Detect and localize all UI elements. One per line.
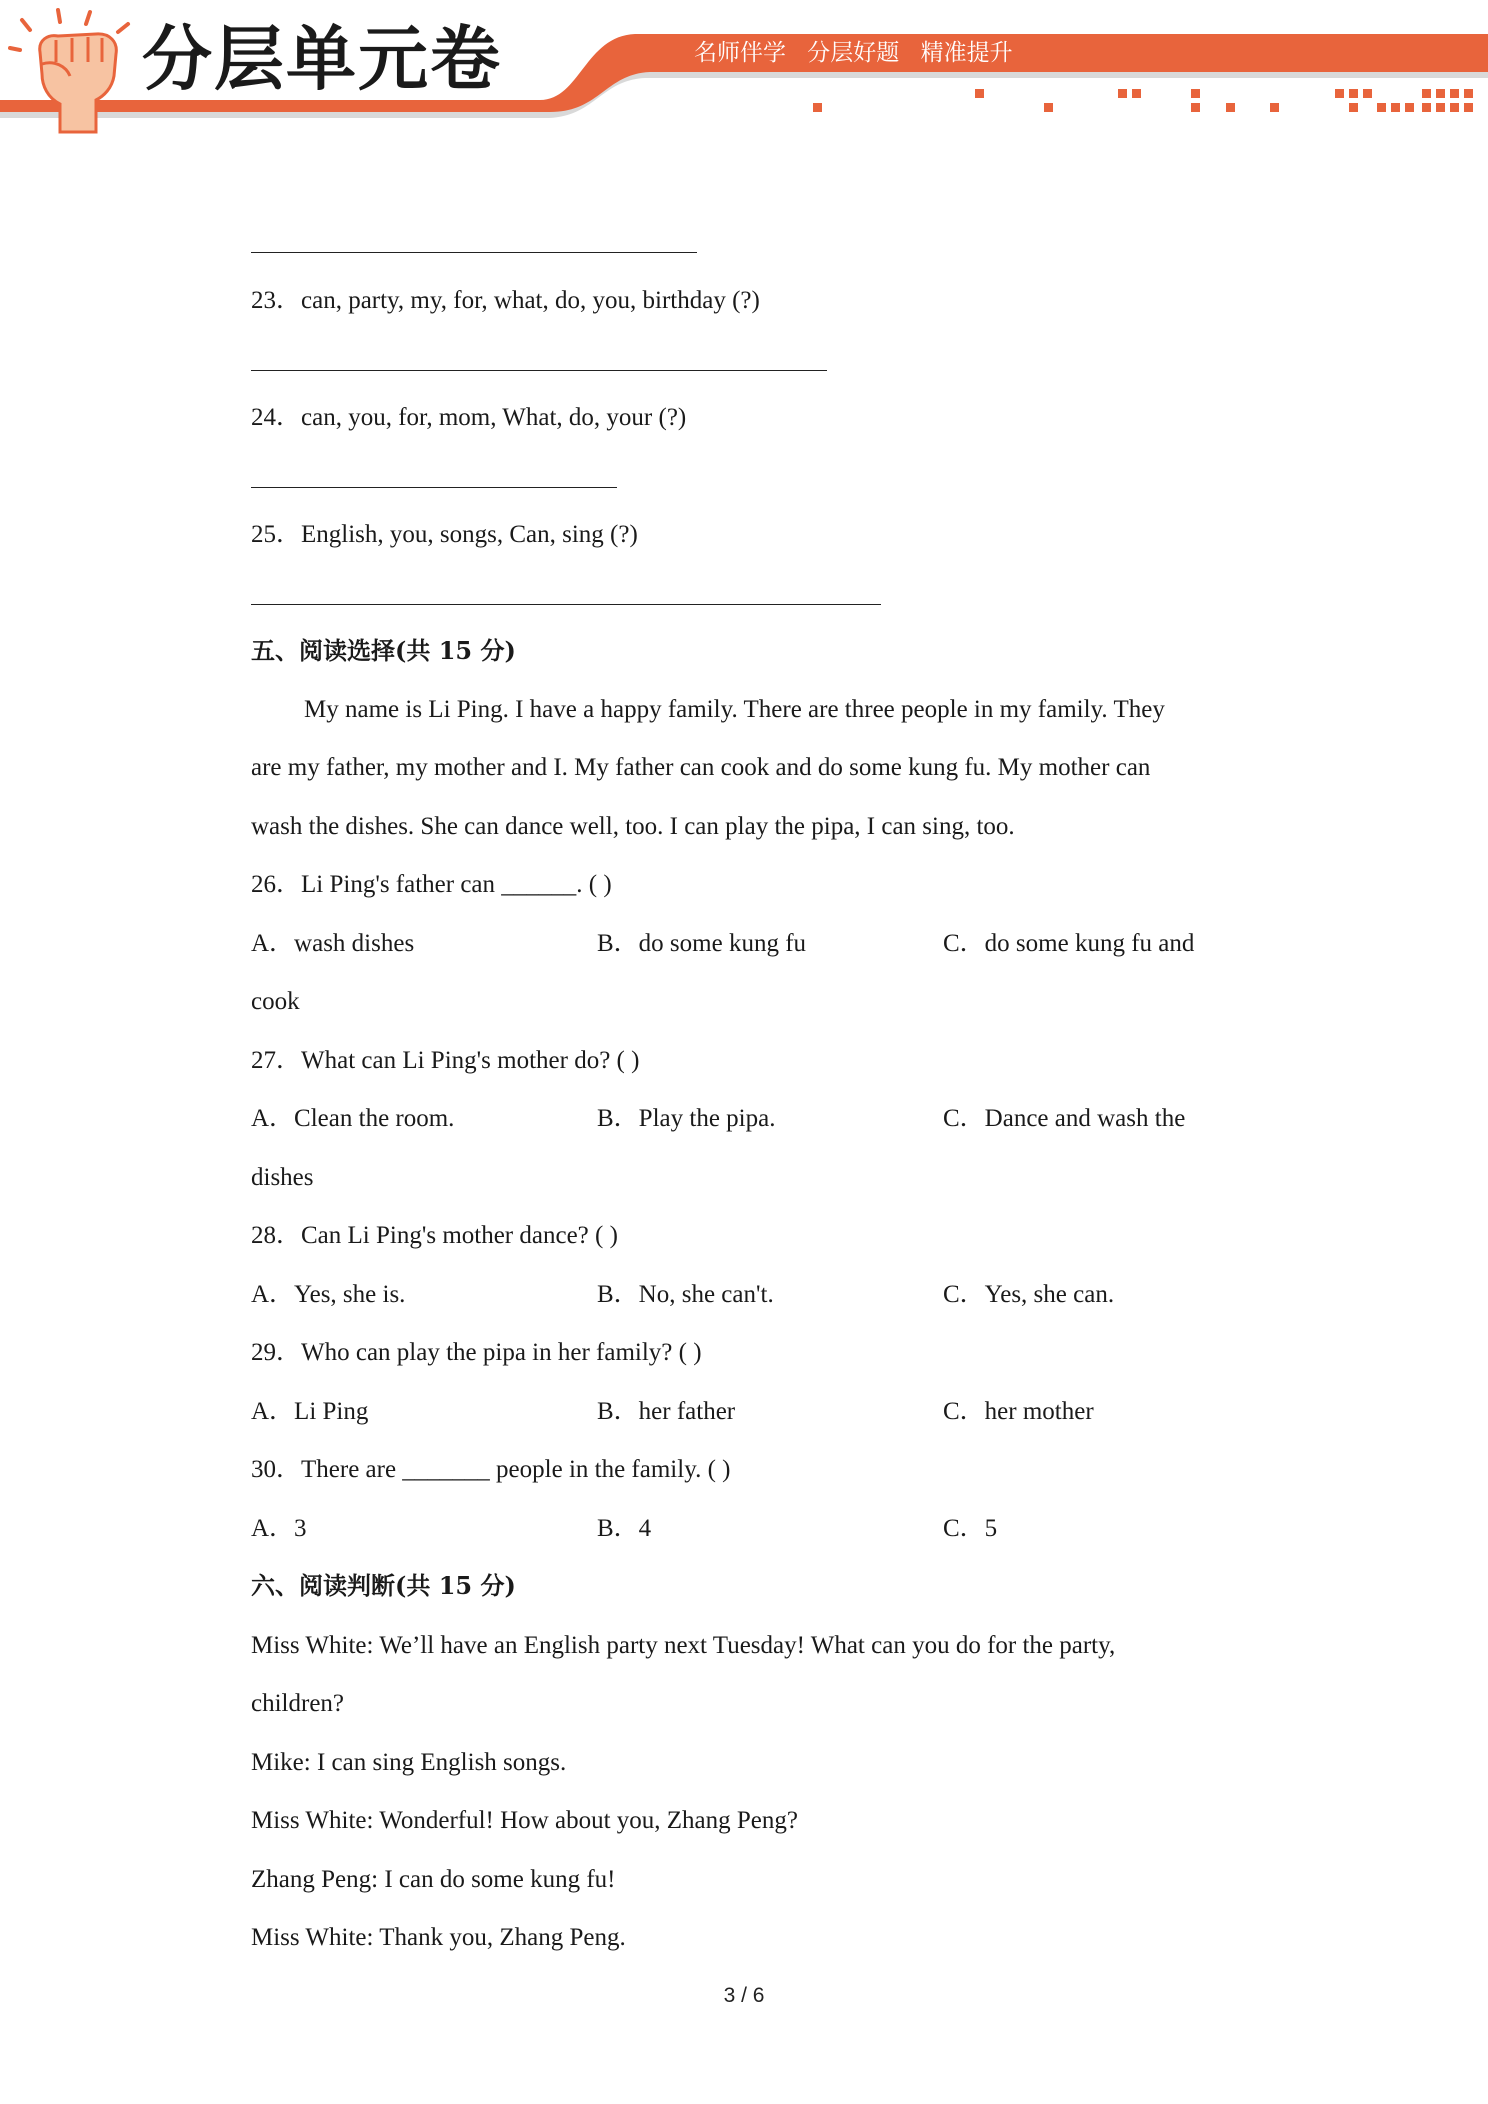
section-heading-reading-judgment: 六、阅读判断(共 15 分) (251, 1571, 516, 1600)
page-number: 3 / 6 (723, 1984, 765, 2007)
dialogue-line: children? (251, 1690, 345, 1717)
header-slogan: 名师伴学 分层好题 精准提升 (694, 40, 1013, 66)
option-a: A．Clean the room. (251, 1105, 455, 1132)
answer-line (251, 487, 617, 488)
question-29: 29．Who can play the pipa in her family? ( ) (251, 1339, 702, 1366)
dialogue-line: Miss White: We’ll have an English party next Tuesday! What can you do for the party, (251, 1632, 1116, 1659)
option-b: B．do some kung fu (597, 930, 807, 957)
answer-line (251, 604, 881, 605)
passage-line: My name is Li Ping. I have a happy family. There are three people in my family. They (304, 696, 1165, 723)
option-a: A．3 (251, 1515, 307, 1542)
dialogue-line: Zhang Peng: I can do some kung fu! (251, 1866, 616, 1893)
option-c: C．5 (943, 1515, 998, 1542)
dialogue-line: Miss White: Wonderful! How about you, Zhang Peng? (251, 1807, 798, 1834)
answer-line (251, 252, 697, 253)
option-a: A．Li Ping (251, 1398, 369, 1425)
answer-line (251, 370, 827, 371)
option-a: A．Yes, she is. (251, 1281, 406, 1308)
question-26: 26．Li Ping's father can ______. ( ) (251, 871, 612, 898)
option-c-continued: cook (251, 988, 300, 1015)
option-b: B．Play the pipa. (597, 1105, 776, 1132)
passage-line: wash the dishes. She can dance well, too. I can play the pipa, I can sing, too. (251, 813, 1015, 840)
dialogue-line: Mike: I can sing English songs. (251, 1749, 567, 1776)
option-c-continued: dishes (251, 1164, 314, 1191)
question-24: 24．can, you, for, mom, What, do, your (?) (251, 404, 687, 431)
question-23: 23．can, party, my, for, what, do, you, birthday (?) (251, 287, 760, 314)
question-27: 27．What can Li Ping's mother do? ( ) (251, 1047, 640, 1074)
brand-title: 分层单元卷 (142, 18, 502, 100)
option-c: C．Yes, she can. (943, 1281, 1115, 1308)
option-c: C．her mother (943, 1398, 1094, 1425)
passage-line: are my father, my mother and I. My father can cook and do some kung fu. My mother can (251, 754, 1151, 781)
question-30: 30．There are _______ people in the family. ( ) (251, 1456, 731, 1483)
option-a: A．wash dishes (251, 930, 415, 957)
page-header (0, 0, 1488, 140)
option-b: B．No, she can't. (597, 1281, 774, 1308)
question-25: 25．English, you, songs, Can, sing (?) (251, 521, 638, 548)
option-c: C．Dance and wash the (943, 1105, 1186, 1132)
option-b: B．her father (597, 1398, 736, 1425)
question-28: 28．Can Li Ping's mother dance? ( ) (251, 1222, 618, 1249)
option-b: B．4 (597, 1515, 652, 1542)
dialogue-line: Miss White: Thank you, Zhang Peng. (251, 1924, 626, 1951)
option-c: C．do some kung fu and (943, 930, 1195, 957)
section-heading-reading-choice: 五、阅读选择(共 15 分) (251, 636, 516, 665)
decorative-squares (813, 89, 1473, 112)
